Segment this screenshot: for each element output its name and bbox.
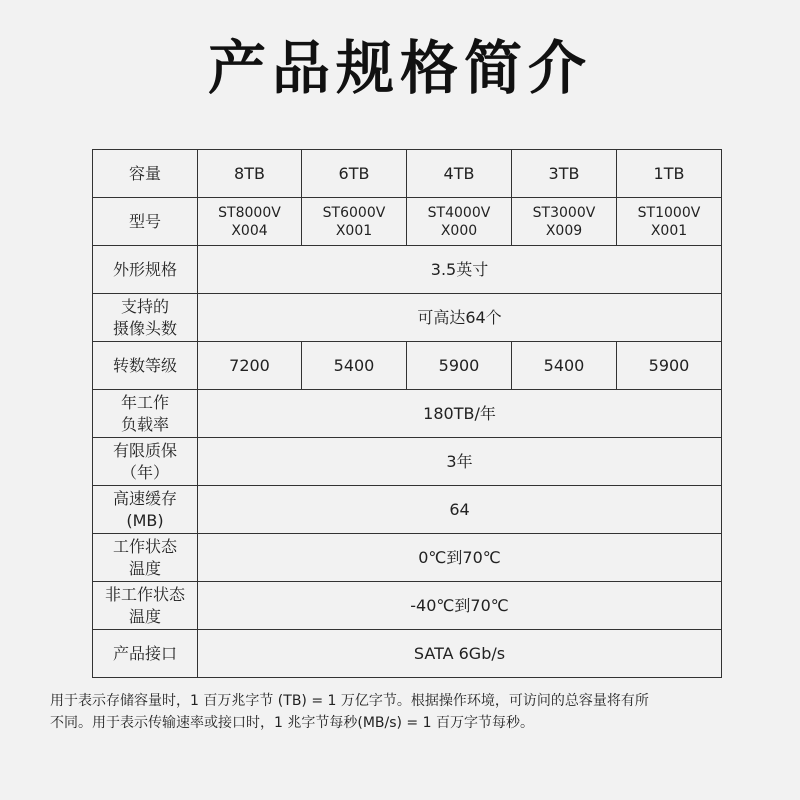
table-row-operating-temp — [93, 534, 722, 582]
footnote-line: 用于表示存储容量时，1 百万兆字节 (TB) = 1 万亿字节。根据操作环境，可访问的总容量将有所 — [50, 693, 649, 709]
table-row-model — [93, 198, 722, 246]
model-line: ST8000V — [218, 204, 281, 221]
rpm-cell: 5900 — [407, 342, 512, 390]
row-label-interface: 产品接口 — [93, 630, 198, 678]
model-cell — [512, 198, 617, 246]
rpm-cell: 5400 — [512, 342, 617, 390]
model-line: X004 — [231, 222, 268, 239]
row-label-model: 型号 — [93, 198, 198, 246]
label-line: 负载率 — [120, 414, 169, 434]
label-line: 高速缓存 — [112, 488, 177, 508]
label-line: 摄像头数 — [112, 318, 177, 338]
table-row-workload — [93, 390, 722, 438]
model-line: X009 — [545, 222, 583, 239]
table-row-rpm — [93, 342, 722, 390]
row-label-form-factor: 外形规格 — [93, 246, 198, 294]
label-line: 温度 — [128, 558, 161, 578]
model-line: X001 — [650, 222, 688, 239]
operating-temp-value: 0℃到70℃ — [198, 534, 722, 582]
cameras-value: 可高达64个 — [198, 294, 722, 342]
table-row-capacity — [93, 150, 722, 198]
row-label-cache — [93, 486, 198, 534]
rpm-cell: 5900 — [617, 342, 722, 390]
capacity-cell: 6TB — [302, 150, 407, 198]
model-cell — [198, 198, 302, 246]
capacity-cell: 8TB — [198, 150, 302, 198]
nonoperating-temp-value: -40℃到70℃ — [198, 582, 722, 630]
warranty-value: 3年 — [198, 438, 722, 486]
cache-value: 64 — [198, 486, 722, 534]
row-label-nonoperating-temp — [93, 582, 198, 630]
row-label-operating-temp — [93, 534, 198, 582]
capacity-cell: 4TB — [407, 150, 512, 198]
model-cell — [302, 198, 407, 246]
capacity-cell: 1TB — [617, 150, 722, 198]
workload-value: 180TB/年 — [198, 390, 722, 438]
label-line: 支持的 — [120, 296, 169, 316]
form-factor-value: 3.5英寸 — [198, 246, 722, 294]
label-line: 有限质保 — [112, 440, 177, 460]
row-label-workload — [93, 390, 198, 438]
label-line: 工作状态 — [112, 536, 177, 556]
model-line: ST3000V — [532, 204, 596, 221]
table-row-warranty — [93, 438, 722, 486]
label-line: 温度 — [128, 606, 161, 626]
model-cell — [407, 198, 512, 246]
model-cell — [617, 198, 722, 246]
footnote — [50, 690, 780, 734]
model-line: ST1000V — [637, 204, 701, 221]
page-title: 产品规格简介 — [207, 34, 592, 102]
table-row-cameras — [93, 294, 722, 342]
capacity-cell: 3TB — [512, 150, 617, 198]
table-row-cache — [93, 486, 722, 534]
rpm-cell: 5400 — [302, 342, 407, 390]
row-label-capacity: 容量 — [93, 150, 198, 198]
row-label-warranty — [93, 438, 198, 486]
table-row-nonoperating-temp — [93, 582, 722, 630]
row-label-cameras — [93, 294, 198, 342]
label-line: 非工作状态 — [104, 584, 185, 604]
model-line: X001 — [335, 222, 373, 239]
row-label-rpm: 转数等级 — [93, 342, 198, 390]
model-line: ST6000V — [322, 204, 386, 221]
label-line: 年工作 — [120, 392, 169, 412]
table-row-interface — [93, 630, 722, 678]
label-line: （年） — [120, 462, 169, 482]
spec-table — [92, 149, 722, 678]
model-line: ST4000V — [427, 204, 491, 221]
label-line: (MB) — [126, 510, 164, 530]
interface-value: SATA 6Gb/s — [198, 630, 722, 678]
rpm-cell: 7200 — [198, 342, 302, 390]
model-line: X000 — [440, 222, 478, 239]
footnote-line: 不同。用于表示传输速率或接口时，1 兆字节每秒(MB/s) = 1 百万字节每秒。 — [50, 715, 534, 731]
table-row-form-factor — [93, 246, 722, 294]
